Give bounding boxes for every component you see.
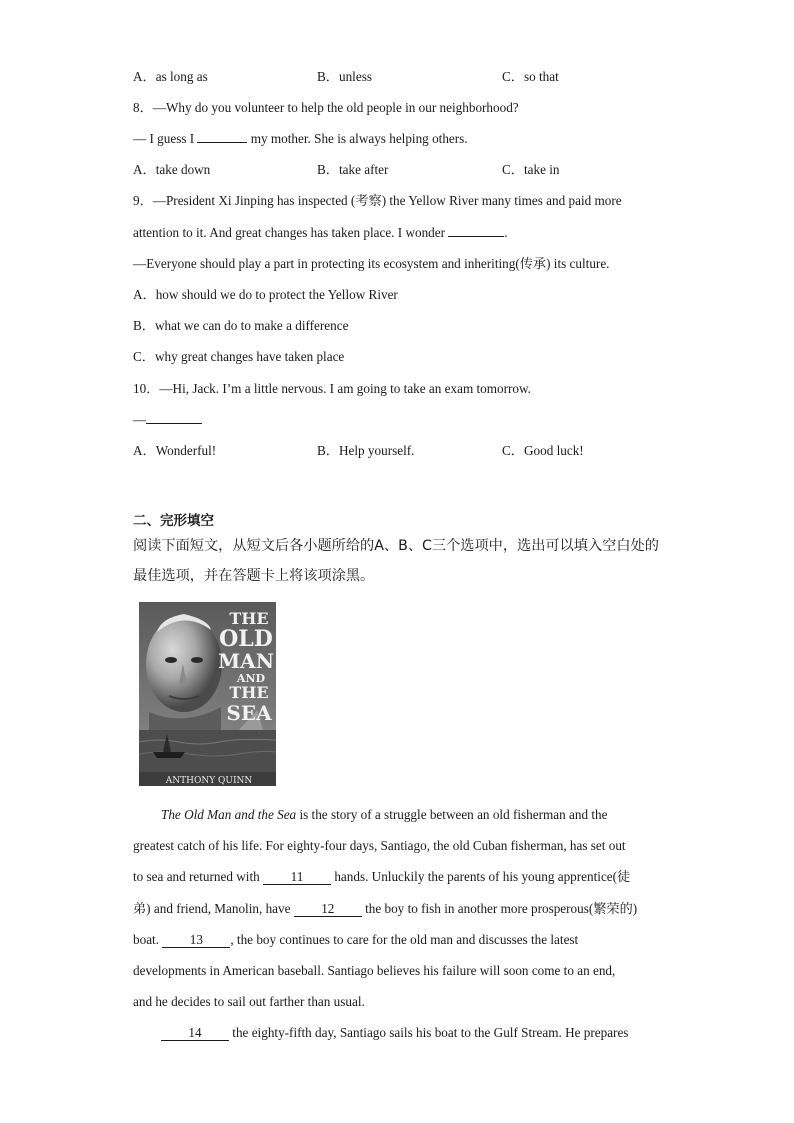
cover-title-word: MAN bbox=[218, 649, 274, 673]
passage-p1-line5-pre: boat. bbox=[133, 932, 160, 947]
q8-blank bbox=[197, 130, 247, 143]
q10-reply bbox=[133, 411, 202, 429]
q9-question-line1: 9．—President Xi Jinping has inspected (考察) the Yellow River many times and paid more bbox=[133, 193, 622, 208]
q7-option-c: C．so that bbox=[502, 69, 559, 84]
cover-author: ANTHONY QUINN bbox=[165, 776, 253, 786]
section-heading: 二、完形填空 bbox=[133, 513, 214, 529]
section-instruction-line2: 最佳选项，并在答题卡上将该项涂黑。 bbox=[133, 568, 375, 584]
blank-14: 14 bbox=[161, 1026, 229, 1041]
section-instruction-line1: 阅读下面短文，从短文后各小题所给的A、B、C三个选项中，选出可以填入空白处的 bbox=[133, 538, 659, 554]
q9-option-c: C．why great changes have taken place bbox=[133, 349, 345, 364]
cover-title-word: THE bbox=[229, 609, 269, 628]
blank-11: 11 bbox=[263, 870, 331, 885]
blank-12: 12 bbox=[294, 902, 362, 917]
passage-p1-line3 bbox=[133, 868, 630, 886]
passage-p2-line1-post: the eighty-fifth day, Santiago sails his boat to the Gulf Stream. He prepares bbox=[232, 1025, 629, 1040]
passage-p1-line7: and he decides to sail out farther than usual. bbox=[133, 994, 365, 1009]
q8-question: 8．—Why do you volunteer to help the old people in our neighborhood? bbox=[133, 100, 519, 115]
q9-blank bbox=[448, 224, 504, 237]
passage-p2-line1 bbox=[161, 1024, 628, 1042]
q8-answer-pre: — I guess I bbox=[133, 131, 195, 146]
passage-p1-line4-post: the boy to fish in another more prosperous(繁荣的) bbox=[365, 901, 638, 916]
passage-p1-line4-pre: 弟) and friend, Manolin, have bbox=[133, 901, 291, 916]
cover-title-word: SEA bbox=[226, 701, 272, 725]
book-cover-image bbox=[139, 602, 276, 786]
passage-p1-line5 bbox=[133, 931, 578, 949]
blank-13: 13 bbox=[162, 933, 230, 948]
book-cover-art bbox=[139, 602, 276, 786]
cover-title-word: OLD bbox=[219, 626, 273, 652]
cover-title-word: AND bbox=[236, 672, 266, 685]
passage-p1-line2: greatest catch of his life. For eighty-four days, Santiago, the old Cuban fisherman, has set out bbox=[133, 838, 626, 853]
q10-option-c: C．Good luck! bbox=[502, 443, 584, 458]
q10-blank bbox=[146, 411, 202, 424]
q9-question-line2-pre: attention to it. And great changes has taken place. I wonder bbox=[133, 225, 445, 240]
passage-p1-line1-rest: is the story of a struggle between an old fisherman and the bbox=[296, 807, 608, 822]
q8-option-a: A．take down bbox=[133, 162, 211, 177]
passage-p1-line3-post: hands. Unluckily the parents of his young apprentice(徒 bbox=[334, 869, 631, 884]
q10-reply-dash: — bbox=[133, 412, 147, 427]
passage-p1-line3-pre: to sea and returned with bbox=[133, 869, 260, 884]
q9-reply: —Everyone should play a part in protecting its ecosystem and inheriting(传承) its culture. bbox=[133, 256, 610, 271]
q7-option-b: B．unless bbox=[317, 69, 372, 84]
q9-question-line2-post: . bbox=[504, 225, 508, 240]
q8-option-b: B．take after bbox=[317, 162, 389, 177]
passage-book-title: The Old Man and the Sea bbox=[161, 807, 297, 822]
q8-option-c: C．take in bbox=[502, 162, 560, 177]
cover-title-word: THE bbox=[229, 683, 269, 702]
q8-answer bbox=[133, 130, 468, 148]
passage-p1-line1 bbox=[161, 806, 607, 824]
q10-option-a: A．Wonderful! bbox=[133, 443, 217, 458]
q8-answer-post: my mother. She is always helping others. bbox=[250, 131, 468, 146]
q7-option-a: A．as long as bbox=[133, 69, 208, 84]
q9-question-line2 bbox=[133, 224, 508, 242]
q10-option-b: B．Help yourself. bbox=[317, 443, 415, 458]
q9-option-b: B．what we can do to make a difference bbox=[133, 318, 349, 333]
q10-question: 10．—Hi, Jack. I’m a little nervous. I am going to take an exam tomorrow. bbox=[133, 381, 531, 396]
passage-p1-line4 bbox=[133, 900, 637, 918]
q9-option-a: A．how should we do to protect the Yellow River bbox=[133, 287, 398, 302]
passage-p1-line6: developments in American baseball. Santiago believes his failure will soon come to an end, bbox=[133, 963, 616, 978]
passage-p1-line5-post: , the boy continues to care for the old man and discusses the latest bbox=[230, 932, 579, 947]
